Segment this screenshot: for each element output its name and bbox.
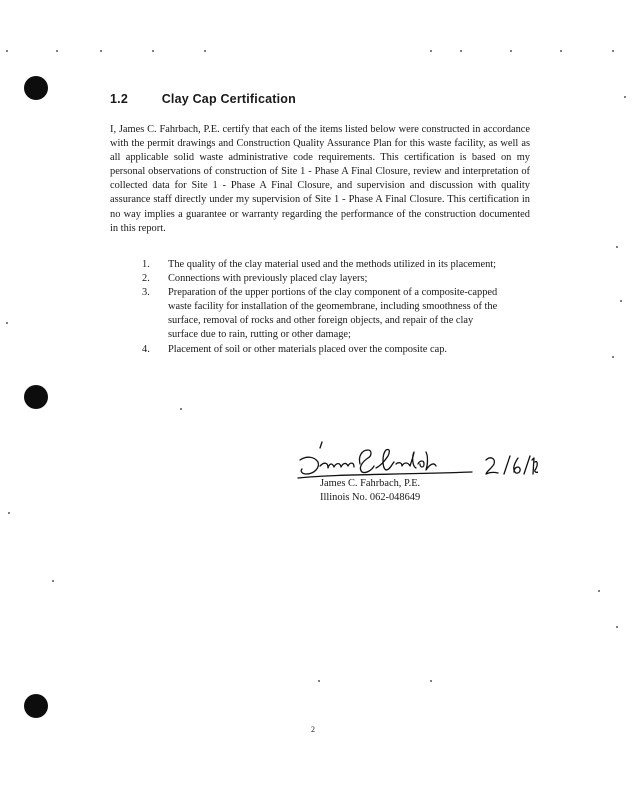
scan-speck — [100, 50, 102, 52]
binder-hole-bottom — [24, 694, 48, 718]
scan-speck — [560, 50, 562, 52]
page-number: 2 — [311, 725, 315, 734]
scan-speck — [56, 50, 58, 52]
scan-speck — [612, 356, 614, 358]
list-item-number: 2. — [142, 273, 150, 285]
scan-speck — [52, 580, 54, 582]
section-heading — [110, 92, 296, 106]
list-item-number: 1. — [142, 259, 150, 270]
section-number: 1.2 — [110, 92, 128, 106]
list-item-number: 3. — [142, 287, 150, 299]
signer-name: James C. Fahrbach, P.E. — [320, 478, 421, 489]
scan-speck — [430, 50, 432, 52]
scan-speck — [318, 680, 320, 682]
certification-paragraph: I, James C. Fahrbach, P.E. certify that each of the items listed below were constructed in accordance with the permit drawings and Construction Quality Assurance Plan for this waste facility, as well as all applicable solid waste administrative code requirements. This certification is based on my personal observations of construction of Site 1 - Phase A Final Closure, review and interpretation of collected data for Site 1 - Phase A Final Closure, and supervision and discussion with quality assurance staff directly under my supervision of Site 1 - Phase A Final Closure. This certification in no way implies a guarantee or warranty regarding the performance of the construction documented in this report. — [110, 124, 530, 234]
scan-speck — [460, 50, 462, 52]
scan-speck — [598, 590, 600, 592]
list-item-text: Connections with previously placed clay layers; — [168, 273, 368, 285]
binder-hole-top — [24, 76, 48, 100]
signer-license-number: Illinois No. 062-048649 — [320, 492, 421, 503]
scan-speck — [6, 50, 8, 52]
list-item-text: Preparation of the upper portions of the clay component of a composite-capped waste facility for installation of the geomembrane, including smoothness of the surface, removal of rocks and other foreign objects, and repair of the clay surface due to rain, rutting or other damage; — [168, 287, 498, 341]
scan-speck — [204, 50, 206, 52]
scan-speck — [624, 96, 626, 98]
section-title: Clay Cap Certification — [161, 92, 296, 106]
scan-speck — [510, 50, 512, 52]
list-item-text: Placement of soil or other materials placed over the composite cap. — [168, 343, 448, 355]
list-item — [142, 286, 502, 342]
scan-speck — [616, 626, 618, 628]
list-item — [142, 272, 502, 286]
scan-speck — [620, 300, 622, 302]
scan-speck — [180, 408, 182, 410]
list-item — [142, 343, 502, 357]
scan-speck — [430, 680, 432, 682]
certified-items-list — [142, 258, 502, 357]
scan-speck — [6, 322, 8, 324]
handwritten-signature — [296, 434, 476, 484]
binder-hole-middle — [24, 385, 48, 409]
list-item-number: 4. — [142, 343, 150, 355]
list-item-text: The quality of the clay material used and the methods utilized in its placement; — [168, 259, 497, 270]
scan-speck — [152, 50, 154, 52]
list-item — [142, 258, 502, 272]
scan-speck — [8, 512, 10, 514]
scan-speck — [612, 50, 614, 52]
scan-speck — [616, 246, 618, 248]
handwritten-date — [482, 452, 538, 478]
